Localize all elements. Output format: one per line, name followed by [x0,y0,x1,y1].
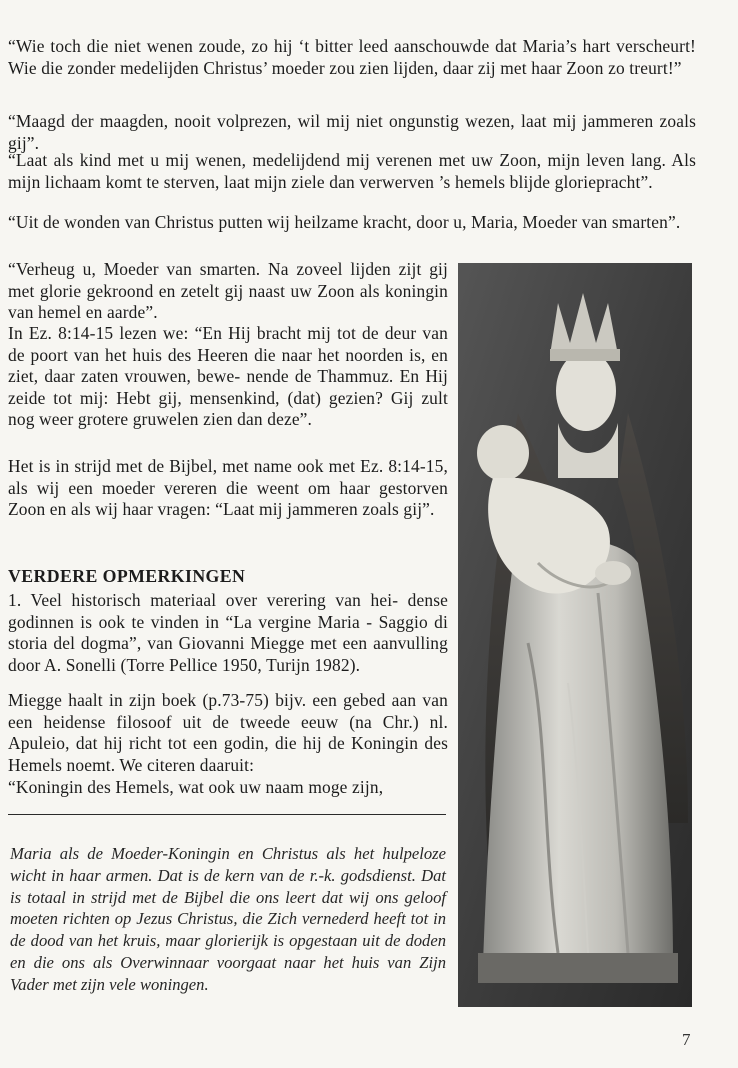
quote-paragraph-3: “Laat als kind met u mij wenen, medelijdend mij verenen met uw Zoon, mijn leven lang. Als mijn lichaam komt te sterven, laat mijn ziele dan verwerven ’s hemels blijde gloriepracht”. [8,150,696,192]
ezekiel-paragraph: In Ez. 8:14-15 lezen we: “En Hij bracht mij tot de deur van de poort van het huis des Heeren die naar het noorden is, en ziet, daar zaten vrouwen, bewe- nende de Thammuz. En Hij zeide tot mij: Hebt gij, mensenkind, (dat) gezien? Gij zult nog weer grotere gruwelen zien dan deze”. [8,323,448,430]
quote-paragraph-4: “Uit de wonden van Christus putten wij heilzame kracht, door u, Maria, Moeder van smarten”. [8,212,681,232]
bible-conflict-paragraph: Het is in strijd met de Bijbel, met name ook met Ez. 8:14-15, als wij een moeder vereren die weent om haar gestorven Zoon en als wij haar vragen: “Laat mij jammeren zoals gij”. [8,456,448,520]
madonna-statue-illustration [458,263,692,1007]
madonna-statue-photo [458,263,692,1007]
page-number: 7 [682,1030,691,1049]
section-heading: VERDERE OPMERKINGEN [8,566,246,586]
quote-paragraph-5: “Verheug u, Moeder van smarten. Na zoveel lijden zijt gij met glorie gekroond en zetelt gij naast uw Zoon als koningin van hemel en aarde”. [8,259,448,323]
quote-paragraph-1: “Wie toch die niet wenen zoude, zo hij ‘t bitter leed aanschouwde dat Maria’s hart verscheurt! Wie die zonder medelijden Christus’ moeder zou zien lijden, daar zij met haar Zoon zo treurt!” [8,36,696,78]
image-caption: Maria als de Moeder-Koningin en Christus als het hulpeloze wicht in haar armen. Dat is de kern van de r.-k. godsdienst. Dat is totaal in strijd met de Bijbel die ons leert dat wij ons geloof moeten richten op Jezus Christus, die Zich vernederd heeft tot in de dood van het kruis, maar glorierijk is opgestaan uit de doden en die ons als Overwinnaar voorgaat naar het huis van Zijn Vader met zijn vele woningen. [10,844,446,994]
remark-paragraph-2: Miegge haalt in zijn boek (p.73-75) bijv. een gebed aan van een heidense filosoof uit de tweede eeuw (na Chr.) nl. Apuleio, dat hij richt tot een godin, die hij de Koningin des Hemels noemt. We citeren daaruit: [8,690,448,775]
caption-divider [8,814,446,815]
remark-paragraph-3: “Koningin des Hemels, wat ook uw naam moge zijn, [8,777,384,797]
quote-paragraph-2: “Maagd der maagden, nooit volprezen, wil mij niet ongunstig wezen, laat mij jammeren zoals gij”. [8,111,696,153]
remark-paragraph-1: 1. Veel historisch materiaal over verering van hei- dense godinnen is ook te vinden in “La vergine Maria - Saggio di storia del dogma”, van Giovanni Miegge met een aanvulling door A. Sonelli (Torre Pellice 1950, Turijn 1982). [8,590,448,675]
